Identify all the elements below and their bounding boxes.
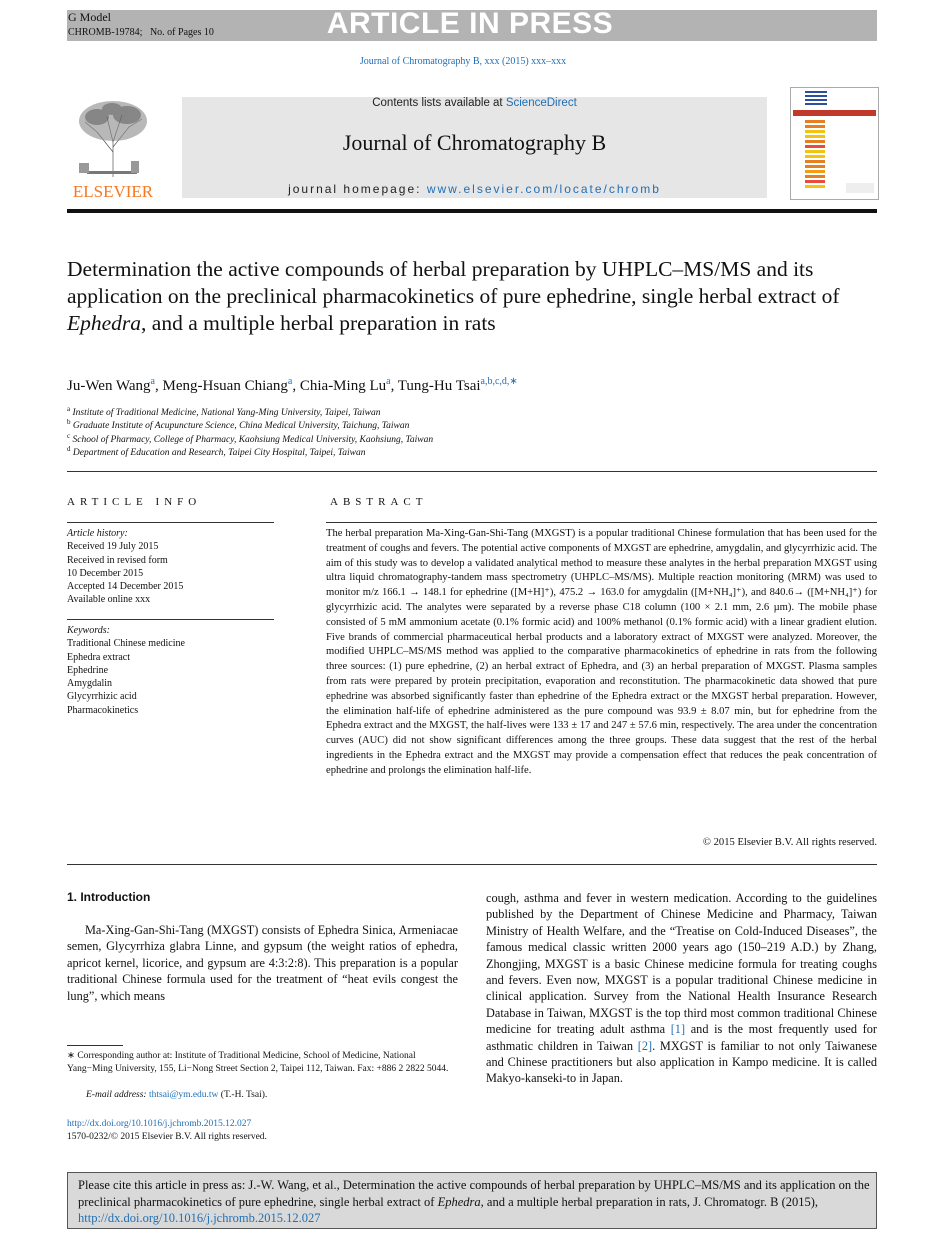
keyword: Pharmacokinetics [67,704,139,716]
affiliation-rule [67,471,877,472]
affiliation-text: Graduate Institute of Acupuncture Science, China Medical University, Taichung, Taiwan [72,421,410,432]
reference-link[interactable]: [2] [637,1038,653,1053]
keywords-label: Keywords: [67,625,110,636]
affiliation-mark: c [67,432,71,440]
author-name[interactable]: Ju-Wen Wang [67,378,151,394]
contents-prefix: Contents lists available at [372,97,506,109]
intro-text: cough, asthma and fever in western medication. According to the guidelines published by the Department of Chinese Medicine and Pharmacy, Taiwan Ministry of Health Welfare, and the “Treatise on Cold-Induced Diseases”, the famous medical classic written 2000 years ago (150–219 A.D.) by Zhang, Zhongjing, MXGST is a basic Chinese medicine formula for treating coughs and fevers. Even now, MXGST is a popular traditional Chinese medicine in clinical application. Survey from the National Health Insurance Research Database in Taiwan, MXGST is the top third most common traditional Chinese medicine for treating adult asthma [486,891,877,1037]
introduction-heading: 1. Introduction [67,890,151,904]
elsevier-tree-icon [67,97,159,201]
citation-text [78,1177,870,1227]
email-line [86,1090,267,1100]
article-id: CHROMB-19784; [68,27,143,38]
journal-homepage-line [182,182,767,196]
article-info-heading: ARTICLE INFO [67,496,202,508]
history-item: Available online xxx [67,594,151,606]
history-label: Article history: [67,528,128,539]
journal-name: Journal of Chromatography B [342,130,607,155]
contents-line [182,97,767,109]
affiliation [67,405,380,418]
keyword: Amygdalin [67,678,112,690]
abstract-copyright: © 2015 Elsevier B.V. All rights reserved. [702,837,877,848]
abstract-text: The herbal preparation Ma-Xing-Gan-Shi-Tang (MXGST) is a popular traditional Chinese formulation that has been used for the treatment of coughs and fevers. The potential active components of MXGST are ephedrine, amygdalin, and glycyrrhizic acid. The aim of this study was to develop a validated analytical method to measure these analytes in the herbal preparation MXGST using ultra liquid chromatography-tandem mass spectrometry (UHPLC–MS/MS). Multiple reaction monitoring (MRM) was used to monitor m/z 166.1 → 148.1 for ephedrine ([M+H]⁺), 475.2 → 163.0 for amygdalin ([M+NH₄]⁺), and 840.6→ ([M+NH₄]⁺) for glycyrrhizic acid. The analytes were separated by a reverse phase C18 column (100 × 2.1 mm, 2.6 µm). The mobile phase consisted of 5 mM ammonium acetate (0.1% formic acid) and 100% methanol (0.1% formic acid) with a linear gradient elution. Five brands of commercial pharmaceutical herbal products and a laboratory extract of MXGST were analyzed. Moreover, the modified UHPLC–MS/MS method was applied to the comparative pharmacokinetics of ephedrine in rats from the following three sources: (1) pure ephedrine, (2) an herbal extract of Ephedra, and (3) an herbal preparation of MXGST. Plasma samples from rats were prepared by protein precipitation, evaporation and reconstitution. The pharmacokinetic data showed that pure ephedrine was absorbed significantly faster than ephedrine of the Ephedra extract or the MXGST herbal preparation. However, the elimination half-life of ephedrine administered as the pure compound was 93.9 ± 8.07 min, but for ephedrine from the Ephedra extract and the MXGST, the half-lives were 133 ± 17 and 247 ± 57.6 min, respectively. The area under the concentration curves (AUC) did not show significant differences among the three groups. These data suggest that the rest of the herbal ingredients in the Ephedra extract and the MXGST may provide a compensation effect that reduces the peak concentration of ephedrine and prolongs the elimination half-life. [326,528,877,776]
article-id-line [68,27,214,38]
keyword: Glycyrrhizic acid [67,691,137,703]
article-in-press-banner: ARTICLE IN PRESS [326,7,614,40]
journal-cover-thumbnail[interactable] [790,87,879,200]
history-item: Received 19 July 2015 [67,541,159,553]
intro-text: and is the most frequently used for asthmatic children in Taiwan [486,1022,877,1053]
footnote-rule [67,1045,123,1046]
article-title [67,256,847,337]
abstract-rule [326,522,877,523]
history-item: Accepted 14 December 2015 [67,581,184,593]
title-italic: Ephedra [67,311,142,335]
elsevier-logo[interactable] [67,97,159,201]
author-affiliation-mark[interactable]: a [287,376,293,387]
affiliation-text: School of Pharmacy, College of Pharmacy, Kaohsiung Medical University, Kaohsiung, Taiwan [72,435,434,446]
history-item: Received in revised form [67,554,168,566]
citation-prefix: Please cite this article in press as: J.-W. Wang, et al., Determination the active compounds of herbal preparation by UHPLC–MS/MS and its application on the preclinical pharmacokinetics of pure ephedrine, single herbal extract of [78,1178,870,1209]
doi-link[interactable]: http://dx.doi.org/10.1016/j.jchromb.2015.12.027 [67,1119,252,1129]
abstract-bottom-rule [67,864,877,865]
affiliation-mark: a [67,405,71,413]
homepage-link[interactable]: www.elsevier.com/locate/chromb [426,182,661,196]
email-suffix: (T.-H. Tsai). [218,1090,268,1100]
article-history [67,527,183,607]
title-text-1: Determination the active compounds of herbal preparation by UHPLC–MS/MS and its application on the preclinical pharmacokinetics of pure ephedrine, single herbal extract of [67,257,840,308]
keyword: Ephedra extract [67,651,131,663]
affiliation-text: Department of Education and Research, Taipei City Hospital, Taipei, Taiwan [72,448,366,459]
article-info-rule [67,522,274,523]
history-item: 10 December 2015 [67,567,144,579]
abstract-heading: ABSTRACT [330,496,428,508]
author-affiliation-mark[interactable]: a [386,376,391,387]
keyword: Ephedrine [67,664,109,676]
title-text-2: , and a multiple herbal preparation in rats [141,311,496,335]
homepage-prefix: journal homepage: [288,182,427,196]
header-rule [67,209,877,213]
journal-reference-link[interactable]: Journal of Chromatography B, xxx (2015) xxx–xxx [359,56,567,67]
author-list: Ju-Wen Wang$^a$, Meng-Hsuan Chiang$^a$, Chia-Ming Lu$^a$, Tung-Hu Tsai$^{a,b,c,d,∗}$ [67,376,518,394]
g-model-label: G Model [68,10,111,24]
issn-line: 1570-0232/© 2015 Elsevier B.V. All rights reserved. [67,1132,267,1142]
introduction-text-left: Ma-Xing-Gan-Shi-Tang (MXGST) consists of Ephedra Sinica, Armeniacae semen, Glycyrrhiza glabra Linne, and gypsum (the weight ratios of ephedra, apricot kernel, licorice, and gypsum are 4:3:2:8). This preparation is a popular traditional Chinese formula used for the treatment of “heat evils congest the lung”, which means [67,923,458,1003]
introduction-text-right [486,890,877,1087]
sciencedirect-link[interactable]: ScienceDirect [505,97,577,109]
author-affiliation-mark[interactable]: a,b,c,d,∗ [480,376,518,387]
publisher-name: ELSEVIER [72,182,154,201]
citation-italic: Ephedra [437,1194,481,1209]
keywords-rule [67,619,274,620]
keyword: Traditional Chinese medicine [67,638,185,650]
cover-image [791,88,878,199]
intro-text: . MXGST is familiar to not only Taiwanese and Chinese practitioners but also application in Kampo medicine. It is called Makyo-kanseki-to in Japan. [486,1038,877,1086]
reference-link[interactable]: [1] [670,1022,686,1037]
affiliation-mark: b [67,418,71,426]
affiliation-text: Institute of Traditional Medicine, National Yang-Ming University, Taipei, Taiwan [72,408,381,419]
affiliation [67,445,365,458]
email-link[interactable]: thtsai@ym.edu.tw [148,1090,219,1100]
corresponding-author-note: ∗ Corresponding author at: Institute of Traditional Medicine, School of Medicine, National Yang−Ming University, 155, Li−Nong Street Section 2, Taipei 112, Taiwan. Fax: +886 2 2822 5044. [67,1051,449,1074]
citation-doi-link[interactable]: http://dx.doi.org/10.1016/j.jchromb.2015.12.027 [78,1211,321,1225]
author-affiliation-mark[interactable]: a [150,376,155,387]
affiliation [67,418,409,431]
citation-middle: , and a multiple herbal preparation in rats, J. Chromatogr. B (2015), [480,1194,819,1209]
keywords [67,624,185,717]
author-name[interactable]: Meng-Hsuan Chiang [162,378,288,394]
email-label: E-mail address: [86,1090,149,1100]
affiliation-mark: d [67,445,71,453]
affiliation [67,432,433,445]
author-name[interactable]: Chia-Ming Lu [299,378,387,394]
author-name[interactable]: Tung-Hu Tsai [397,378,481,394]
page-count: No. of Pages 10 [149,27,214,38]
